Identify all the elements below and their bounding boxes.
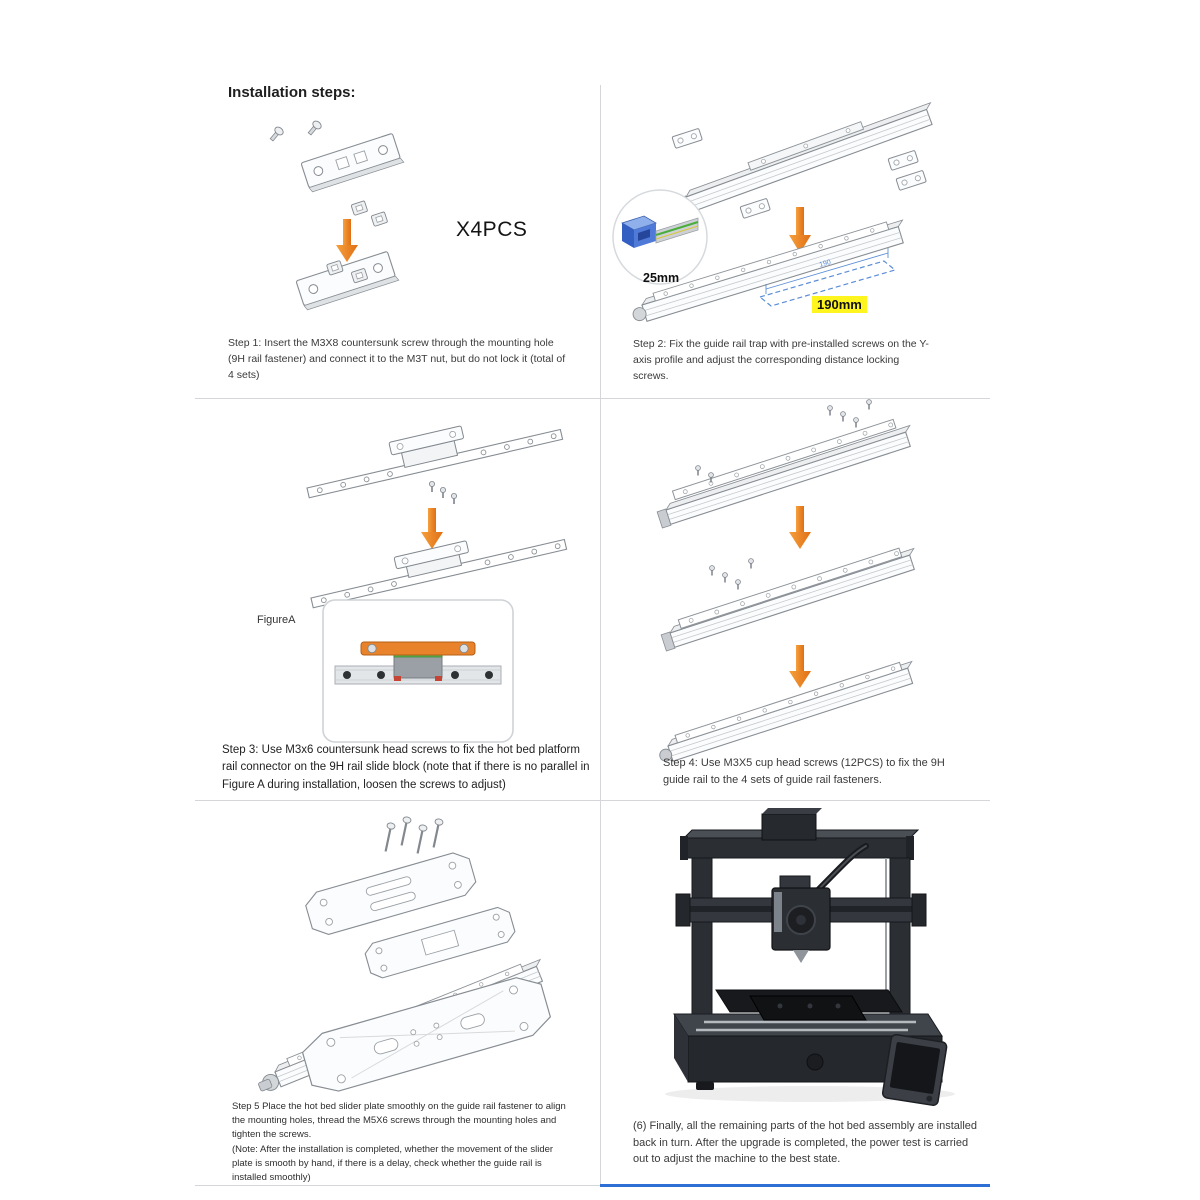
locking-plate: [888, 150, 918, 170]
figure-a-label: FigureA: [257, 614, 296, 626]
detail-circle-inset: [613, 190, 707, 284]
step3-diagram: [195, 398, 600, 800]
screw-icon: [268, 119, 323, 142]
step4-caption: Step 4: Use M3X5 cup head screws (12PCS) to fix the 9H guide rail to the 4 sets of guide rail fasteners.: [663, 757, 945, 786]
printer-touchscreen: [882, 1034, 947, 1106]
printer-left-column: [692, 858, 712, 1016]
rail-assembly-exploded: [652, 415, 916, 528]
step1-caption: Step 1: Insert the M3X8 countersunk screw through the mounting hole (9H rail fastener) and connect it to the M3T nut, but do not lock it (total of 4 sets): [228, 337, 566, 381]
t-nut: [351, 201, 368, 216]
down-arrow-icon: [789, 645, 811, 688]
locking-plate: [740, 198, 770, 218]
down-arrow-icon: [789, 506, 811, 549]
figure-a-inset: [323, 600, 513, 742]
page-title: Installation steps:: [228, 84, 356, 101]
locking-plate: [672, 128, 702, 148]
dim-drawing-label: 190: [818, 258, 832, 269]
step6-caption: (6) Finally, all the remaining parts of the hot bed assembly are installed back in turn. After the upgrade is completed, the power test is carried out to adjust the machine to the best state.: [633, 1120, 978, 1165]
step5-caption: Step 5 Place the hot bed slider plate smoothly on the guide rail fastener to align the mounting holes, thread the M5X6 screws through the mounting holes and tighten the screws.: [232, 1101, 566, 1140]
rail-fastener-plate: [301, 133, 404, 193]
printer-extruder-head: [772, 876, 830, 963]
t-nut: [371, 212, 388, 227]
locking-plate: [896, 170, 926, 190]
down-arrow-icon: [421, 508, 443, 549]
step2-caption: Step 2: Fix the guide rail trap with pre-installed screws on the Y-axis profile and adjust the corresponding distance locking screws.: [633, 338, 929, 382]
down-arrow-icon: [336, 219, 358, 262]
printer-right-column: [890, 858, 910, 1016]
dim-190mm-label: 190mm: [812, 296, 867, 313]
step3-caption: Step 3: Use M3x6 countersunk head screws to fix the hot bed platform rail connector on the 9H rail slide block (note that if there is no parallel in Figure A during installation, loosen the screws to adjust): [222, 744, 590, 791]
screw-icon: [382, 816, 444, 854]
printer-top-beam: [680, 808, 918, 860]
rail-assembly-partial: [658, 544, 920, 651]
rail-assembly-complete: [655, 659, 918, 765]
screw-icon: [710, 559, 754, 590]
step4-diagram: [600, 398, 990, 800]
dim-25mm-label: 25mm: [643, 271, 680, 285]
screw-icon: [429, 481, 456, 504]
hot-bed-slider-plate: [299, 972, 554, 1098]
quantity-label: X4PCS: [456, 218, 528, 241]
step5-note: (Note: After the installation is completed, whether the movement of the slider plate is smooth by hand, if there is a delay, check whether the guide rail is installed smoothly): [232, 1144, 554, 1183]
